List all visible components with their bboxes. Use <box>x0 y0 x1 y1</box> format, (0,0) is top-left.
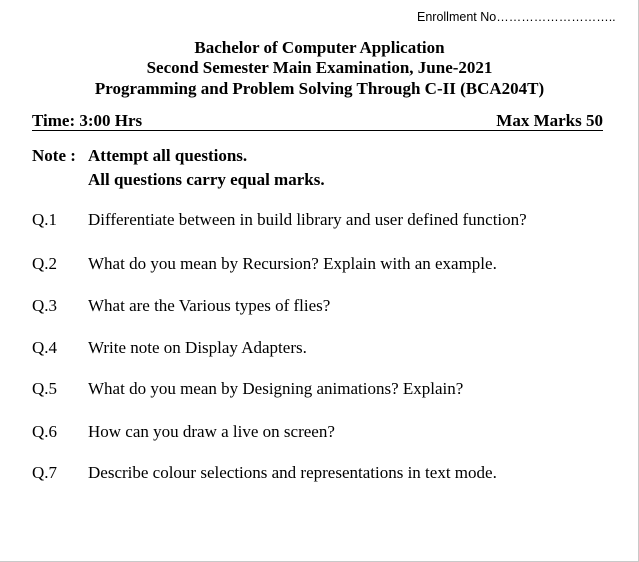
question-number: Q.7 <box>32 463 58 482</box>
question-number: Q.4 <box>32 338 58 357</box>
question-number: Q.5 <box>32 379 58 398</box>
question-item <box>32 462 612 484</box>
exam-duration: Time: 3:00 Hrs <box>32 111 143 130</box>
question-text: Differentiate between in build library and user defined function? <box>88 210 527 229</box>
paper-title: Programming and Problem Solving Through C-II (BCA204T) <box>94 79 545 98</box>
question-number: Q.3 <box>32 296 58 315</box>
programme-title: Bachelor of Computer Application <box>194 38 445 57</box>
examination-title: Second Semester Main Examination, June-2021 <box>146 58 493 77</box>
question-number: Q.2 <box>32 254 58 273</box>
question-text: Write note on Display Adapters. <box>88 338 307 357</box>
note-line-2: All questions carry equal marks. <box>88 170 325 189</box>
enrollment-number-label: Enrollment No……………………….. <box>417 10 616 24</box>
question-text: What do you mean by Recursion? Explain with an example. <box>88 254 497 273</box>
question-item <box>32 337 612 359</box>
question-number: Q.1 <box>32 210 58 229</box>
question-item <box>32 209 612 231</box>
question-item <box>32 253 612 275</box>
exam-meta-row <box>32 111 603 131</box>
question-text: Describe colour selections and representations in text mode. <box>88 463 497 482</box>
question-text: What are the Various types of flies? <box>88 296 331 315</box>
max-marks: Max Marks 50 <box>496 111 603 130</box>
question-item <box>32 421 612 443</box>
question-text: What do you mean by Designing animations? Explain? <box>88 379 464 398</box>
note-line-1: Attempt all questions. <box>88 146 248 165</box>
question-text: How can you draw a live on screen? <box>88 422 335 441</box>
question-item <box>32 295 612 317</box>
question-item <box>32 378 612 400</box>
note-label: Note : <box>32 146 76 165</box>
question-number: Q.6 <box>32 422 58 441</box>
